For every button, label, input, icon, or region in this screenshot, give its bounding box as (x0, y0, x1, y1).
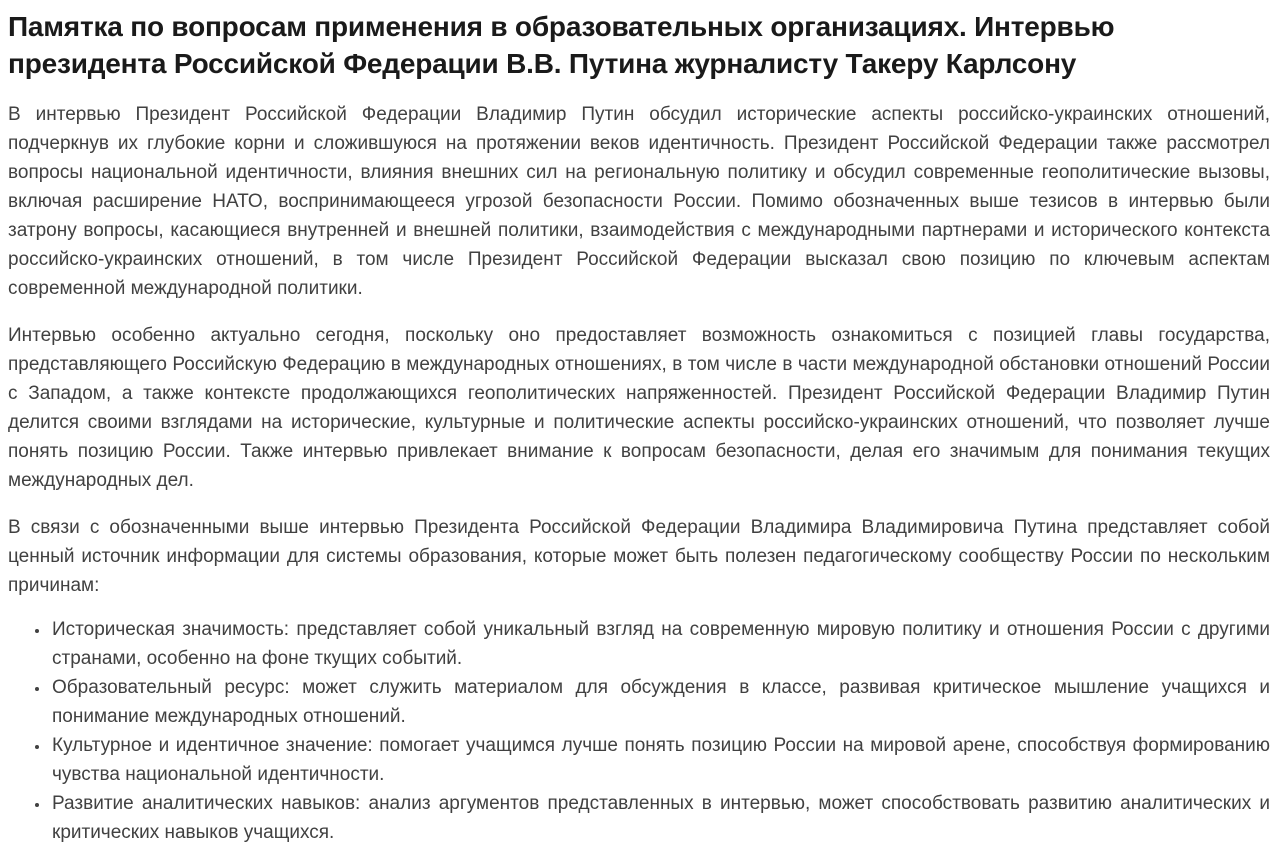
list-item-cultural-identity: • Культурное и идентичное значение: помогает учащимся лучше понять позицию России на мировой арене, способствуя формированию чувства национальной идентичности. (50, 731, 1270, 789)
list-item-analytical-skills: • Развитие аналитических навыков: анализ аргументов представленных в интервью, может способствовать развитию аналитических и критических навыков учащихся. (50, 789, 1270, 847)
paragraph-reasons-lead: В связи с обозначенными выше интервью Президента Российской Федерации Владимира Владимировича Путина представляет собой ценный источник информации для системы образования, которые может быть полезен педагогическому сообществу России по нескольким причинам: (8, 517, 1270, 596)
bullet-list (8, 615, 1270, 847)
paragraph-intro: В интервью Президент Российской Федерации Владимир Путин обсудил исторические аспекты российско-украинских отношений, подчеркнув их глубокие корни и сложившуюся на протяжении веков идентичность. Президент Российской Федерации также рассмотрел вопросы национальной идентичности, влияния внешних сил на региональную политику и обсудил современные геополитические вызовы, включая расширение НАТО, воспринимающееся угрозой безопасности России. Помимо обозначенных выше тезисов в интервью были затрону вопросы, касающиеся внутренней и внешней политики, взаимодействия с международными партнерами и исторического контекста российско-украинских отношений, в том числе Президент Российской Федерации высказал свою позицию по ключевым аспектам современной международной политики. (8, 104, 1270, 299)
paragraph-relevance: Интервью особенно актуально сегодня, поскольку оно предоставляет возможность ознакомиться с позицией главы государства, представляющего Российскую Федерацию в международных отношениях, в том числе в части международной обстановки отношений России с Западом, а также контексте продолжающихся геополитических напряженностей. Президент Российской Федерации Владимир Путин делится своими взглядами на исторические, культурные и политические аспекты российско-украинских отношений, что позволяет лучше понять позицию России. Также интервью привлекает внимание к вопросам безопасности, делая его значимым для понимания текущих международных дел. (8, 325, 1270, 491)
page-title: Памятка по вопросам применения в образовательных организациях. Интервью президента Российской Федерации В.В. Путина журналисту Такеру Карлсону (8, 11, 1115, 79)
list-item-historical-significance: • Историческая значимость: представляет собой уникальный взгляд на современную мировую политику и отношения России с другими странами, особенно на фоне ткущих событий. (50, 615, 1270, 673)
list-item-educational-resource: • Образовательный ресурс: может служить материалом для обсуждения в классе, развивая критическое мышление учащихся и понимание международных отношений. (50, 673, 1270, 731)
